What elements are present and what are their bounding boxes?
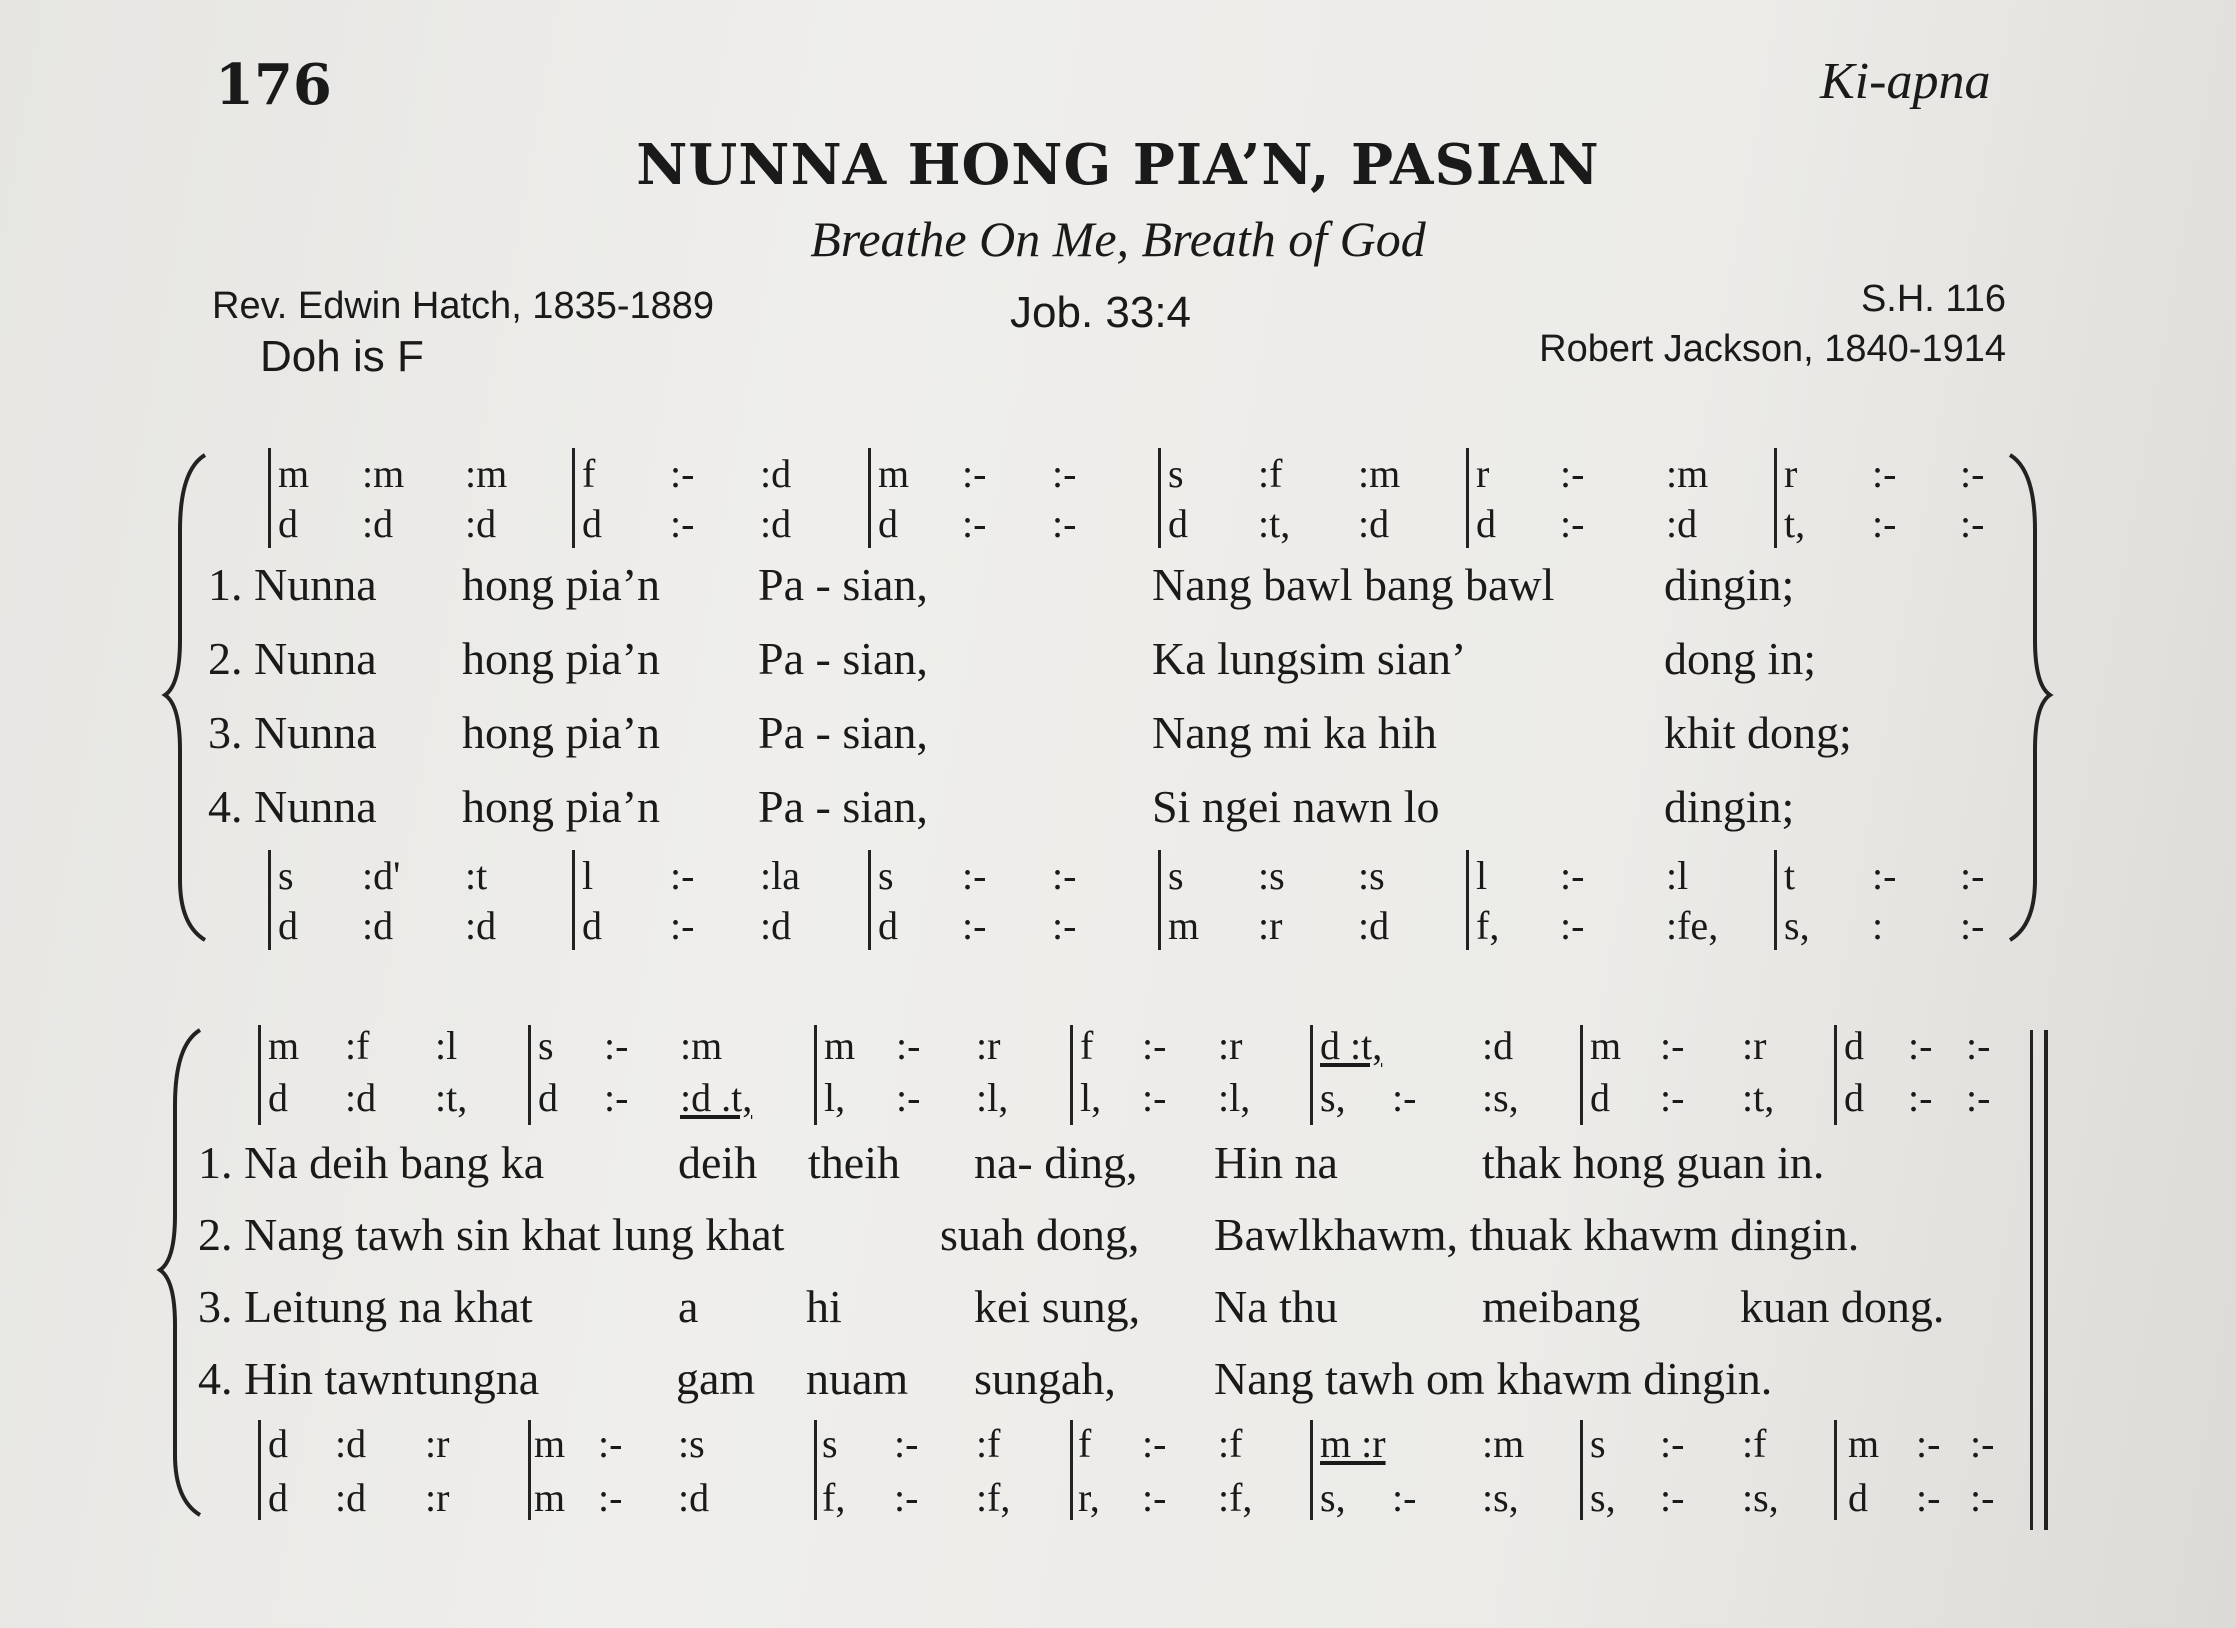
note: d xyxy=(268,1475,288,1520)
note: r xyxy=(1476,451,1490,496)
hymn-title: NUNNA HONG PIA’N, PASIAN xyxy=(636,132,1600,198)
lyric: meibang xyxy=(1482,1281,1641,1332)
note: :f xyxy=(1218,1421,1243,1466)
note: :- xyxy=(1052,903,1077,948)
note: d xyxy=(878,903,898,948)
note: f xyxy=(1078,1421,1092,1466)
note: :- xyxy=(1560,903,1585,948)
note: :d xyxy=(362,903,394,948)
note: :- xyxy=(1660,1421,1685,1466)
note: m xyxy=(534,1475,566,1520)
note: :d xyxy=(760,903,792,948)
note: s xyxy=(822,1421,838,1466)
note: :d xyxy=(1482,1023,1514,1068)
note: :- xyxy=(670,853,695,898)
barline xyxy=(1070,1420,1073,1520)
note: :d xyxy=(345,1075,377,1120)
lyric: Nang bawl bang bawl xyxy=(1152,559,1555,610)
barline xyxy=(1834,1025,1837,1125)
barline xyxy=(1580,1025,1583,1125)
note: :- xyxy=(962,451,987,496)
note: d xyxy=(1590,1075,1610,1120)
note: m xyxy=(1848,1421,1880,1466)
note: s xyxy=(1168,853,1184,898)
barline xyxy=(572,850,575,950)
barline xyxy=(1310,1420,1313,1520)
note: :d xyxy=(335,1475,367,1520)
lyric: hong pia’n xyxy=(462,633,661,684)
note: :m xyxy=(680,1023,723,1068)
note: :d xyxy=(362,501,394,546)
note: :s xyxy=(678,1421,705,1466)
note: :- xyxy=(1142,1023,1167,1068)
barline xyxy=(1070,1025,1073,1125)
lyric: Bawlkhawm, thuak khawm dingin. xyxy=(1214,1209,1860,1260)
lyric: Pa - sian, xyxy=(758,781,928,832)
note: :- xyxy=(896,1075,921,1120)
barline xyxy=(528,1420,531,1520)
note: :l xyxy=(1666,853,1689,898)
note: :- xyxy=(1142,1075,1167,1120)
sh-reference: S.H. 116 xyxy=(1860,278,2006,320)
note: :- xyxy=(1560,501,1585,546)
note: :fe, xyxy=(1666,903,1719,948)
note: :- xyxy=(1142,1421,1167,1466)
note: :- xyxy=(1660,1075,1685,1120)
note: d xyxy=(582,501,602,546)
lyric: Pa - sian, xyxy=(758,633,928,684)
note: m xyxy=(268,1023,300,1068)
final-barline xyxy=(2044,1030,2048,1530)
lyric: deih xyxy=(678,1137,758,1188)
lyric: thak hong guan in. xyxy=(1482,1137,1825,1188)
lyric: dong in; xyxy=(1664,633,1817,684)
note: :m xyxy=(1482,1421,1525,1466)
note: :s, xyxy=(1482,1075,1519,1120)
note: :- xyxy=(1560,451,1585,496)
note: :- xyxy=(1052,501,1077,546)
author-credit: Rev. Edwin Hatch, 1835-1889 xyxy=(212,285,715,327)
note: l, xyxy=(824,1075,846,1120)
key-signature: Doh is F xyxy=(260,332,424,381)
note: :f xyxy=(345,1023,370,1068)
tune-name: Ki-apna xyxy=(1820,53,1991,110)
note: :- xyxy=(1660,1023,1685,1068)
note: :d xyxy=(678,1475,710,1520)
lyric: gam xyxy=(676,1353,756,1404)
note: :d xyxy=(1666,501,1698,546)
note: :- xyxy=(962,853,987,898)
note: :- xyxy=(1872,853,1897,898)
note: :s, xyxy=(1482,1475,1519,1520)
note: :- xyxy=(1142,1475,1167,1520)
barline xyxy=(528,1025,531,1125)
lyric: kuan dong. xyxy=(1740,1281,1945,1332)
barline xyxy=(258,1420,261,1520)
note: :r xyxy=(425,1421,450,1466)
barline xyxy=(1466,850,1469,950)
lyric: Nang tawh om khawm dingin. xyxy=(1214,1353,1773,1404)
note: :t xyxy=(465,853,488,898)
note: :m xyxy=(465,451,508,496)
lyric: hi xyxy=(806,1281,842,1332)
note: :r xyxy=(425,1475,450,1520)
note: :- xyxy=(1970,1421,1995,1466)
barline xyxy=(268,850,271,950)
note: s xyxy=(878,853,894,898)
note: :- xyxy=(670,501,695,546)
note: :m xyxy=(1358,451,1401,496)
note: :d xyxy=(1358,501,1390,546)
note: :l, xyxy=(976,1075,1009,1120)
note: :- xyxy=(1916,1475,1941,1520)
barline xyxy=(1774,850,1777,950)
note: :- xyxy=(1052,853,1077,898)
note: d xyxy=(268,1075,288,1120)
note: :- xyxy=(598,1475,623,1520)
note: d xyxy=(268,1421,288,1466)
composer-credit: Robert Jackson, 1840-1914 xyxy=(1539,328,2006,370)
note: m :r xyxy=(1320,1421,1386,1466)
note: :- xyxy=(1960,903,1985,948)
lyric: nuam xyxy=(806,1353,909,1404)
note: s, xyxy=(1590,1475,1616,1520)
note: :t, xyxy=(435,1075,468,1120)
scripture-reference: Job. 33:4 xyxy=(1010,288,1192,337)
note: t, xyxy=(1784,501,1806,546)
barline xyxy=(868,448,871,548)
note: :- xyxy=(1966,1075,1991,1120)
note: r, xyxy=(1078,1475,1100,1520)
note: d xyxy=(878,501,898,546)
barline xyxy=(814,1420,817,1520)
note: d xyxy=(278,903,298,948)
note: m xyxy=(878,451,910,496)
note: :r xyxy=(1218,1023,1243,1068)
note: s, xyxy=(1784,903,1810,948)
note: d xyxy=(1844,1075,1864,1120)
lyric: theih xyxy=(808,1137,900,1188)
note: :d xyxy=(335,1421,367,1466)
lyric: 2. Nunna xyxy=(208,633,377,684)
note: :- xyxy=(1660,1475,1685,1520)
note: :s xyxy=(1358,853,1385,898)
note: s xyxy=(1168,451,1184,496)
note: s xyxy=(1590,1421,1606,1466)
barline xyxy=(814,1025,817,1125)
barline xyxy=(868,850,871,950)
note: :- xyxy=(894,1421,919,1466)
note: :- xyxy=(1392,1475,1417,1520)
note: :- xyxy=(1960,451,1985,496)
note: r xyxy=(1784,451,1798,496)
note: d xyxy=(1168,501,1188,546)
barline xyxy=(1774,448,1777,548)
final-barline xyxy=(2030,1030,2033,1530)
note: :- xyxy=(670,451,695,496)
note: s, xyxy=(1320,1475,1346,1520)
note: l xyxy=(1476,853,1488,898)
lyric: 4. Nunna xyxy=(208,781,377,832)
hymn-number: 176 xyxy=(215,52,332,118)
barline xyxy=(258,1025,261,1125)
lyric: Hin na xyxy=(1214,1137,1338,1188)
note: d xyxy=(1848,1475,1868,1520)
lyric: 3. Nunna xyxy=(208,707,377,758)
note: :f, xyxy=(976,1475,1011,1520)
note: t xyxy=(1784,853,1796,898)
note: :- xyxy=(598,1421,623,1466)
barline xyxy=(572,448,575,548)
note: s xyxy=(538,1023,554,1068)
lyric: na- ding, xyxy=(974,1137,1138,1188)
note: :d xyxy=(760,451,792,496)
note: :- xyxy=(1908,1023,1933,1068)
note: f, xyxy=(822,1475,846,1520)
barline xyxy=(1310,1025,1313,1125)
note: : xyxy=(1872,903,1884,948)
system1-left-brace xyxy=(165,455,205,940)
note: :f xyxy=(1742,1421,1767,1466)
note: :d xyxy=(465,501,497,546)
note: :d' xyxy=(362,853,401,898)
note: :- xyxy=(1960,853,1985,898)
note: d :t, xyxy=(1320,1023,1383,1068)
note: :d .t, xyxy=(680,1075,753,1120)
note: :- xyxy=(1872,451,1897,496)
note: :- xyxy=(1560,853,1585,898)
note: :s, xyxy=(1742,1475,1779,1520)
lyric: hong pia’n xyxy=(462,559,661,610)
note: d xyxy=(278,501,298,546)
note: :- xyxy=(894,1475,919,1520)
lyric: sungah, xyxy=(974,1353,1116,1404)
note: :r xyxy=(1742,1023,1767,1068)
system2-left-brace xyxy=(160,1030,200,1515)
barline xyxy=(1158,448,1161,548)
note: :s xyxy=(1258,853,1285,898)
note: m xyxy=(534,1421,566,1466)
note: f xyxy=(1080,1023,1094,1068)
barline xyxy=(268,448,271,548)
note: m xyxy=(824,1023,856,1068)
lyric: dingin; xyxy=(1664,781,1795,832)
lyric: 1. Na deih bang ka xyxy=(198,1137,545,1188)
note: :m xyxy=(362,451,405,496)
lyric: kei sung, xyxy=(974,1281,1141,1332)
lyric: 4. Hin tawntungna xyxy=(198,1353,540,1404)
note: m xyxy=(278,451,310,496)
barline xyxy=(1466,448,1469,548)
note: :f xyxy=(1258,451,1283,496)
lyric: Nang mi ka hih xyxy=(1152,707,1437,758)
note: f xyxy=(582,451,596,496)
note: :r xyxy=(1258,903,1283,948)
note: :- xyxy=(1960,501,1985,546)
note: m xyxy=(1590,1023,1622,1068)
note: :d xyxy=(760,501,792,546)
note: d xyxy=(1476,501,1496,546)
lyric: Si ngei nawn lo xyxy=(1152,781,1440,832)
note: :- xyxy=(604,1075,629,1120)
note: l xyxy=(582,853,594,898)
lyric: 2. Nang tawh sin khat lung khat xyxy=(198,1209,785,1260)
note: :- xyxy=(962,501,987,546)
barline xyxy=(1580,1420,1583,1520)
note: :- xyxy=(896,1023,921,1068)
lyric: a xyxy=(678,1281,699,1332)
lyric: 3. Leitung na khat xyxy=(198,1281,533,1332)
lyric: Ka lungsim sian’ xyxy=(1152,633,1467,684)
lyric: hong pia’n xyxy=(462,781,661,832)
lyric: hong pia’n xyxy=(462,707,661,758)
note: :f xyxy=(976,1421,1001,1466)
lyric: Pa - sian, xyxy=(758,559,928,610)
note: :d xyxy=(1358,903,1390,948)
note: l, xyxy=(1080,1075,1102,1120)
lyric: khit dong; xyxy=(1664,707,1852,758)
note: m xyxy=(1168,903,1200,948)
note: :- xyxy=(1916,1421,1941,1466)
note: :l xyxy=(435,1023,458,1068)
lyric: Na thu xyxy=(1214,1281,1338,1332)
note: :- xyxy=(1052,451,1077,496)
note: :- xyxy=(1966,1023,1991,1068)
note: :r xyxy=(976,1023,1001,1068)
lyric: dingin; xyxy=(1664,559,1795,610)
note: d xyxy=(582,903,602,948)
note: :- xyxy=(1970,1475,1995,1520)
note: :- xyxy=(670,903,695,948)
note: :la xyxy=(760,853,800,898)
note: d xyxy=(538,1075,558,1120)
note: :l, xyxy=(1218,1075,1251,1120)
note: :- xyxy=(962,903,987,948)
system1-right-brace xyxy=(2010,455,2050,940)
note: :f, xyxy=(1218,1475,1253,1520)
hymn-subtitle: Breathe On Me, Breath of God xyxy=(810,211,1426,267)
note: :m xyxy=(1666,451,1709,496)
note: s, xyxy=(1320,1075,1346,1120)
note: :- xyxy=(1872,501,1897,546)
note: :- xyxy=(604,1023,629,1068)
note: s xyxy=(278,853,294,898)
note: d xyxy=(1844,1023,1864,1068)
note: :- xyxy=(1908,1075,1933,1120)
note: :t, xyxy=(1258,501,1291,546)
barline xyxy=(1834,1420,1837,1520)
note: :t, xyxy=(1742,1075,1775,1120)
note: :d xyxy=(465,903,497,948)
lyric: 1. Nunna xyxy=(208,559,377,610)
note: :- xyxy=(1392,1075,1417,1120)
lyric: suah dong, xyxy=(940,1209,1140,1260)
barline xyxy=(1158,850,1161,950)
lyric: Pa - sian, xyxy=(758,707,928,758)
note: f, xyxy=(1476,903,1500,948)
